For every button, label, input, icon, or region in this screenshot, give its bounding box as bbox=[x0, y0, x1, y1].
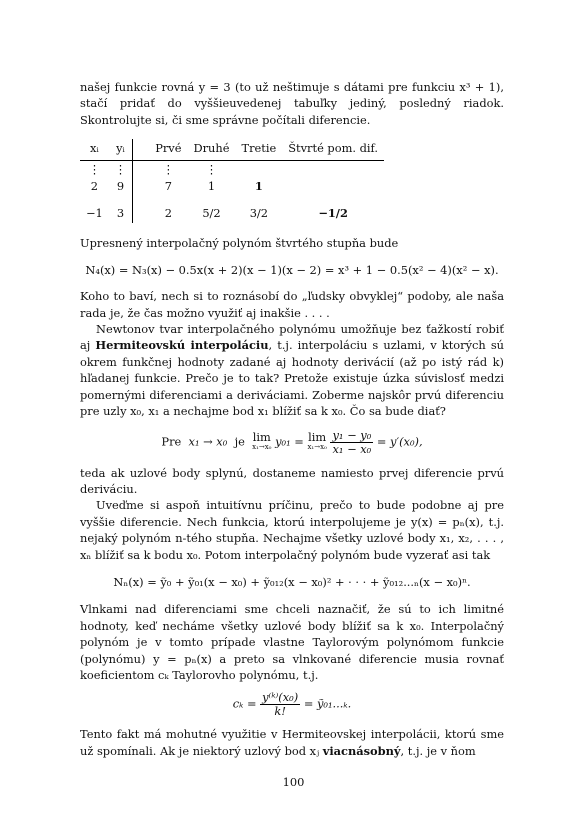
table-cell: −1 bbox=[86, 206, 103, 221]
paragraph-tento: Tento fakt má mohutné využitie v Hermiteovskej interpolácii, ktorú sme už spomínali. Ak je niektorý uzlový bod xⱼ viacnásobný, t.j. je v ňom bbox=[80, 727, 504, 758]
equation-limit: Pre x₁ → x₀ je lim x₁→x₀ y₀₁ = lim x₁→x₀ $\frac{\text{y₁ − y₀}}{\text{x₁ − x₀}}$ = y′(x₀), bbox=[161, 427, 423, 456]
limit-operator: lim x₁→x₀ bbox=[252, 430, 272, 451]
table-cell: 3 bbox=[109, 196, 133, 223]
intro-paragraph: našej funkcie rovná y = 3 (to už neštimuje s dátami pre funkciu x³ + 1), stačí pridať do vyššieuvedenej tabuľky jediný, posledný riadok. Skontrolujte si, či sme správne počítali diferencie. bbox=[80, 80, 504, 127]
table-row bbox=[80, 196, 384, 223]
equation-ck: cₖ = $\frac{\text{y⁽ᵏ⁾(x₀)}}{k!}$ = ỹ₀₁...ₖ. bbox=[232, 690, 352, 719]
table-header: Tretie bbox=[235, 139, 282, 160]
page-body bbox=[80, 79, 504, 759]
equation-n4: N₄(x) = N₃(x) − 0.5x(x + 2)(x − 1)(x − 2) = x³ + 1 − 0.5(x² − 4)(x² − x). bbox=[85, 262, 499, 277]
term-hermite: Hermiteovskú interpoláciu bbox=[95, 338, 269, 353]
paragraph-koho: Koho to baví, nech si to roznásobí do „ľudsky obvyklej“ podoby, ale naša rada je, že čas možno využiť aj inakšie . . . . bbox=[80, 289, 504, 320]
table-row-dots bbox=[80, 160, 384, 176]
table-cell: 1 bbox=[207, 178, 216, 193]
fraction: $\frac{\text{y₁ − y₀}}{\text{x₁ − x₀}}$ bbox=[332, 427, 372, 456]
paragraph-teda: teda ak uzlové body splynú, dostaneme namiesto prvej diferencie prvú deriváciu. bbox=[80, 465, 504, 496]
table-header: Prvé bbox=[133, 139, 188, 160]
table-header: Druhé bbox=[187, 139, 235, 160]
difference-table bbox=[80, 139, 384, 223]
paragraph-upresneny: Upresnený interpolačný polynóm štvrtého stupňa bude bbox=[80, 236, 399, 251]
vdots: ⋮ bbox=[162, 161, 175, 176]
table-header: Štvrté pom. dif. bbox=[282, 139, 384, 160]
table-header-row bbox=[80, 139, 384, 160]
limit-operator: lim x₁→x₀ bbox=[307, 430, 327, 451]
table-cell: 2 bbox=[90, 178, 99, 193]
vdots: ⋮ bbox=[109, 160, 133, 176]
term-viacnasobny: viacnásobný bbox=[322, 743, 401, 758]
table-cell: 9 bbox=[109, 176, 133, 196]
table-header: xᵢ bbox=[80, 139, 109, 160]
page-number: 100 bbox=[282, 775, 305, 789]
paragraph-newton: Newtonov tvar interpolačného polynómu umožňuje bez ťažkostí robiť aj Hermiteovskú interpoláciu, t.j. interpoláciu s uzlami, v ktorých sú okrem funkčnej hodnoty zadané aj hodnoty derivácií (až po istý rád k) hľadanej funkcie. Prečo je to tak? Pretože existuje úzka súvislosť medzi pomernými diferenciami a deriváciami. Zoberme najskôr prvú diferenciu pre uzly x₀, x₁ a nechajme bod x₁ blížiť sa k x₀. Čo sa bude diať? bbox=[80, 322, 505, 419]
table-cell: −1/2 bbox=[318, 206, 348, 221]
table-cell: 5/2 bbox=[202, 206, 221, 221]
table-cell bbox=[282, 176, 384, 196]
table-row bbox=[80, 176, 384, 196]
vdots: ⋮ bbox=[88, 161, 101, 176]
table-cell: 7 bbox=[164, 178, 172, 193]
paragraph-vlnkami: Vlnkami nad diferenciami sme chceli naznačiť, že sú to ich limitné hodnoty, keď necháme všetky uzlové body blížiť sa k x₀. Interpolačný polynóm je v tomto prípade vlastne Taylorovým polynómom funkcie (polynómu) y = pₙ(x) a preto sa vlnkované diferencie musia rovnať koeficientom cₖ Taylorovho polynómu, t.j. bbox=[80, 602, 504, 682]
table-cell: 2 bbox=[164, 206, 172, 221]
fraction: $\frac{\text{y⁽ᵏ⁾(x₀)}}{k!}$ bbox=[262, 690, 299, 719]
table-cell: 1 bbox=[254, 178, 263, 193]
paragraph-uvedme: Uveďme si aspoň intuitívnu príčinu, prečo to bude podobne aj pre vyššie diferencie. Nech funkcia, ktorú interpolujeme je y(x) = pₙ(x), t.j. nejaký polynóm n-tého stupňa. Nechajme všetky uzlové body x₁, x₂, . . . , xₙ blížiť sa k bodu x₀. Potom interpolačný polynóm bude vyzerať asi tak bbox=[80, 498, 504, 562]
table-cell: 3/2 bbox=[249, 206, 269, 221]
equation-nn: Nₙ(x) = ỹ₀ + ỹ₀₁(x − x₀) + ỹ₀₁₂(x − x₀)² + · · · + ỹ₀₁₂...ₙ(x − x₀)ⁿ. bbox=[113, 574, 471, 589]
table-header: yᵢ bbox=[109, 139, 133, 160]
vdots: ⋮ bbox=[205, 161, 218, 176]
